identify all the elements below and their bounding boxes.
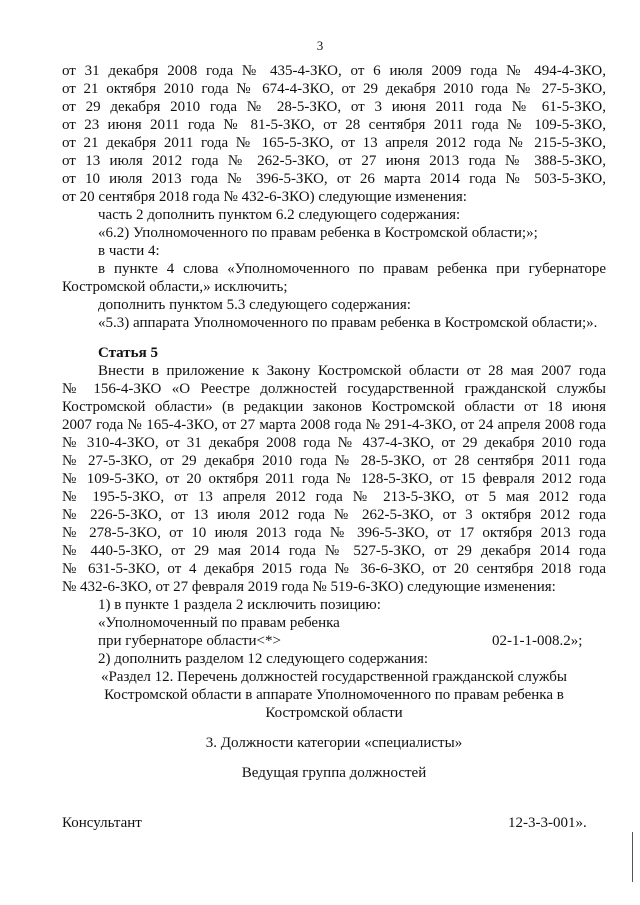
amendment-add-5-3: дополнить пунктом 5.3 следующего содержания:	[98, 297, 411, 313]
article-heading: Статья 5	[98, 345, 158, 361]
scan-edge-mark	[632, 832, 633, 882]
section-title: «Раздел 12. Перечень должностей государственной гражданской службы	[100, 669, 568, 685]
amendment-part2: часть 2 дополнить пунктом 6.2 следующего содержания:	[98, 207, 461, 223]
text-line: от 23 июня 2011 года № 81-5-ЗКО, от 28 сентября 2011 года № 109-5-ЗКО,	[62, 117, 606, 133]
amendment-item-6-2: «6.2) Уполномоченного по правам ребенка в Костромской области;»;	[98, 225, 538, 241]
text-line: Внести в приложение к Закону Костромской области от 28 мая 2007 года	[98, 363, 606, 379]
position-code: 12-3-3-001».	[508, 815, 587, 831]
text-line: от 10 июля 2013 года № 396-5-ЗКО, от 26 марта 2014 года № 503-5-ЗКО,	[62, 171, 606, 187]
amendment-item1: 1) в пункте 1 раздела 2 исключить позицию:	[98, 597, 381, 613]
text-line: Костромской области» (в редакции законов Костромской области от 18 июня	[62, 399, 606, 415]
position-name: Консультант	[62, 815, 142, 831]
removed-position: «Уполномоченный по правам ребенка	[98, 615, 340, 631]
category-heading: 3. Должности категории «специалисты»	[205, 735, 463, 751]
group-heading: Ведущая группа должностей	[241, 765, 427, 781]
text-line: от 13 июля 2012 года № 262-5-ЗКО, от 27 июня 2013 года № 388-5-ЗКО,	[62, 153, 606, 169]
text-line: 2007 года № 165-4-ЗКО, от 27 марта 2008 года № 291-4-ЗКО, от 24 апреля 2008 года	[62, 417, 606, 433]
text-line: от 21 декабря 2011 года № 165-5-ЗКО, от 13 апреля 2012 года № 215-5-ЗКО,	[62, 135, 606, 151]
text-line: № 440-5-ЗКО, от 29 мая 2014 года № 527-5-ЗКО, от 29 декабря 2014 года	[62, 543, 606, 559]
text-line: № 310-4-ЗКО, от 31 декабря 2008 года № 437-4-ЗКО, от 29 декабря 2010 года	[62, 435, 606, 451]
amendment-item2: 2) дополнить разделом 12 следующего содержания:	[98, 651, 429, 667]
text-line: № 432-6-ЗКО, от 27 февраля 2019 года № 519-6-ЗКО) следующие изменения:	[62, 579, 556, 595]
text-line: от 21 октября 2010 года № 674-4-ЗКО, от 29 декабря 2010 года № 27-5-ЗКО,	[62, 81, 606, 97]
amendment-part4: в части 4:	[98, 243, 160, 259]
amendment-item-5-3: «5.3) аппарата Уполномоченного по правам ребенка в Костромской области;».	[98, 315, 598, 331]
removed-position-cont: при губернаторе области<*>	[98, 633, 281, 649]
page-number: 3	[316, 38, 324, 53]
text-line: № 278-5-ЗКО, от 10 июля 2013 года № 396-5-ЗКО, от 17 октября 2013 года	[62, 525, 606, 541]
amendment-point4-cont: Костромской области,» исключить;	[62, 279, 288, 295]
text-line: № 631-5-ЗКО, от 4 декабря 2015 года № 36-6-ЗКО, от 20 сентября 2018 года	[62, 561, 606, 577]
removed-position-code: 02-1-1-008.2»;	[492, 633, 583, 649]
section-title-cont: Костромской области в аппарате Уполномоченного по правам ребенка в	[104, 687, 564, 703]
text-line: № 156-4-ЗКО «О Реестре должностей государственной гражданской службы	[62, 381, 606, 397]
text-line: № 226-5-ЗКО, от 13 июля 2012 года № 262-5-ЗКО, от 3 октября 2012 года	[62, 507, 606, 523]
section-title-cont: Костромской области	[265, 705, 403, 721]
text-line: № 195-5-ЗКО, от 13 апреля 2012 года № 213-5-ЗКО, от 5 мая 2012 года	[62, 489, 606, 505]
amendment-point4: в пункте 4 слова «Уполномоченного по правам ребенка при губернаторе	[98, 261, 606, 277]
text-line: от 29 декабря 2010 года № 28-5-ЗКО, от 3 июня 2011 года № 61-5-ЗКО,	[62, 99, 606, 115]
text-line: № 109-5-ЗКО, от 20 октября 2011 года № 128-5-ЗКО, от 15 февраля 2012 года	[62, 471, 606, 487]
text-line: № 27-5-ЗКО, от 29 декабря 2010 года № 28-5-ЗКО, от 28 сентября 2011 года	[62, 453, 606, 469]
text-line: от 20 сентября 2018 года № 432-6-ЗКО) следующие изменения:	[62, 189, 467, 205]
text-line: от 31 декабря 2008 года № 435-4-ЗКО, от 6 июля 2009 года № 494-4-ЗКО,	[62, 63, 606, 79]
